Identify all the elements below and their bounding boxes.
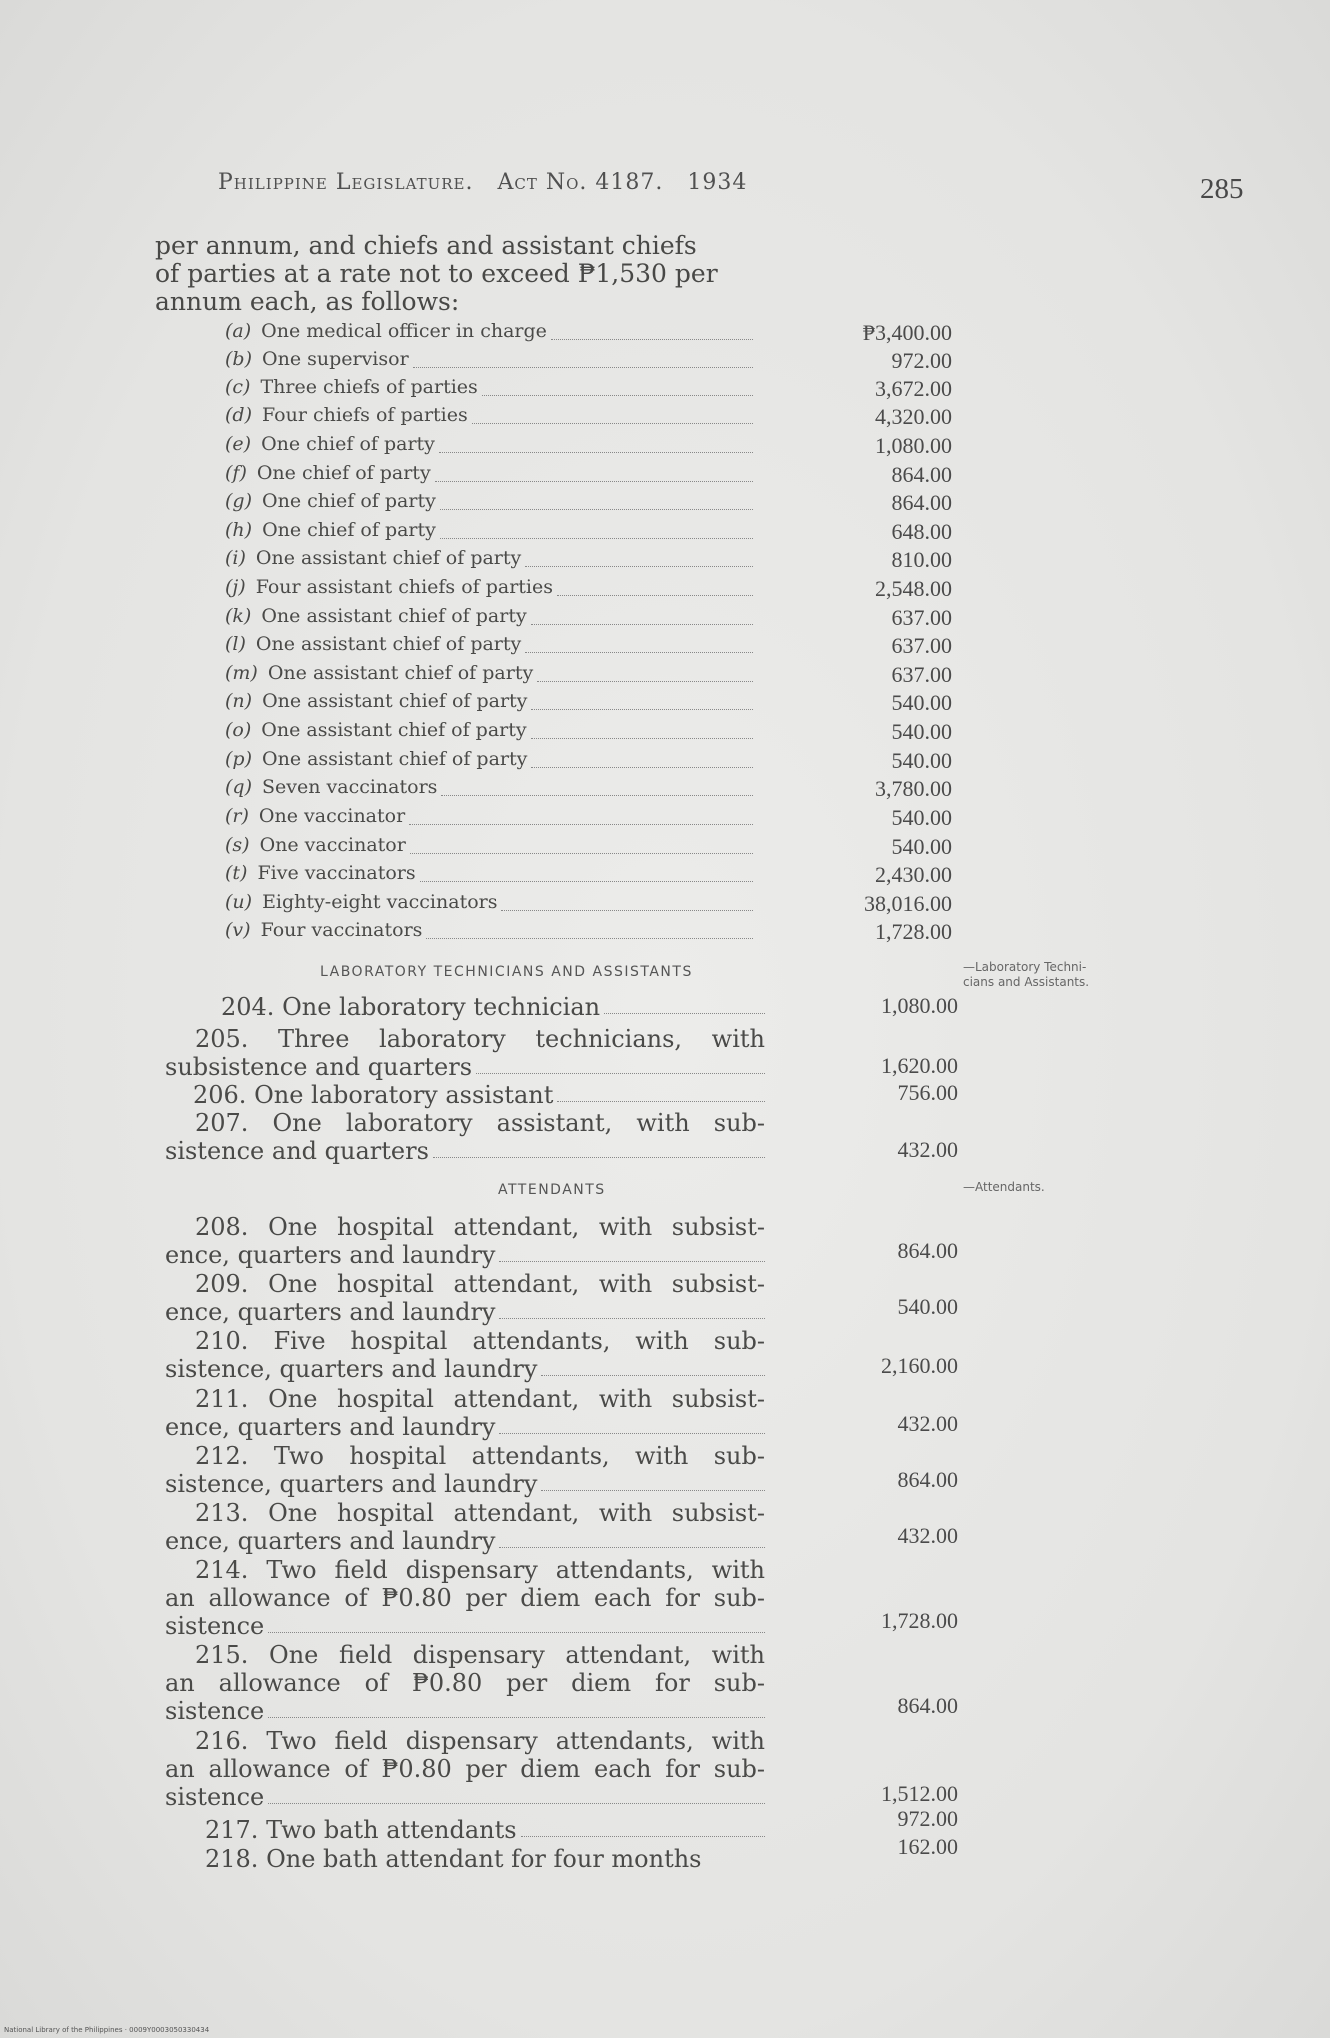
para-text: 217. Two bath attendants [205,1816,517,1844]
dot-leader [433,1157,765,1158]
item-amount: 810.00 [891,547,952,572]
item-text: One assistant chief of party [262,690,528,712]
list-item [225,834,753,860]
para-amount: 864.00 [897,1238,958,1263]
running-header [218,170,747,195]
para-line: 208. One hospital attendant, with subsist- [195,1213,765,1241]
dot-leader [268,1803,765,1804]
dot-leader [541,1490,765,1491]
para-amount: 432.00 [897,1523,958,1548]
running-title: Philippine Legislature. [218,170,474,195]
para-amount: 972.00 [897,1806,958,1831]
dot-leader [420,881,753,882]
list-item [225,462,753,488]
para-amount: 1,728.00 [881,1608,958,1633]
dot-leader [537,681,753,682]
para-amount: 864.00 [897,1467,958,1492]
paragraph-208 [165,1213,765,1269]
para-line [165,1137,765,1165]
item-amount: 637.00 [891,662,952,687]
intro-line-1: per annum, and chiefs and assistant chiefs [155,231,697,260]
para-text: sistence [165,1783,265,1811]
dot-leader [435,481,753,482]
item-label: (c) [225,376,251,398]
marginal-line: —Laboratory Techni- [963,960,1087,974]
item-amount: ₱3,400.00 [862,320,952,345]
item-text: One assistant chief of party [255,547,522,569]
paragraph-216 [165,1727,765,1811]
dot-leader [472,423,753,424]
para-line [165,1783,765,1811]
para-line [165,1470,765,1498]
item-amount: 540.00 [891,748,952,773]
section-heading-attendants: ATTENDANTS [498,1182,606,1198]
item-text: One assistant chief of party [261,719,527,741]
item-amount: 972.00 [891,348,952,373]
dot-leader [525,566,753,567]
item-label: (q) [225,776,252,798]
item-label: (o) [225,719,252,741]
para-line [165,1081,765,1109]
para-text: ence, quarters and laundry [165,1298,496,1326]
paragraph-206 [165,1081,765,1109]
item-label: (a) [225,320,252,342]
item-label: (b) [225,348,252,370]
dot-leader [268,1717,765,1718]
dot-leader [439,452,753,453]
item-label: (j) [225,576,246,598]
dot-leader [531,738,753,739]
item-amount: 648.00 [891,519,952,544]
para-text: sistence [165,1697,265,1725]
para-amount: 756.00 [897,1080,958,1105]
para-text: ence, quarters and laundry [165,1527,496,1555]
item-text: Four vaccinators [260,919,423,941]
item-label: (g) [225,490,252,512]
para-amount: 432.00 [897,1137,958,1162]
item-text: One medical officer in charge [261,320,547,342]
dot-leader [551,339,753,340]
paragraph-211 [165,1385,765,1441]
page-number: 285 [1200,173,1244,205]
item-amount: 864.00 [891,490,952,515]
item-label: (e) [225,433,252,455]
dot-leader [482,395,753,396]
marginal-note-laboratory [963,960,1089,990]
dot-leader [541,1375,765,1376]
item-amount: 540.00 [891,834,952,859]
dot-leader [501,910,753,911]
para-line: 214. Two field dispensary attendants, with [195,1556,765,1584]
para-text: ence, quarters and laundry [165,1413,496,1441]
item-text: One chief of party [256,462,431,484]
dot-leader [499,1433,765,1434]
section-heading-laboratory: LABORATORY TECHNICIANS AND ASSISTANTS [320,964,693,980]
item-amount: 1,080.00 [875,433,952,458]
para-amount: 1,620.00 [881,1053,958,1078]
paragraph-218 [165,1845,765,1873]
paragraph-210 [165,1327,765,1383]
item-amount: 1,728.00 [875,919,952,944]
dot-leader [413,367,753,368]
para-line: 213. One hospital attendant, with subsist- [195,1499,765,1527]
item-text: Eighty-eight vaccinators [262,891,498,913]
list-item [225,748,753,774]
para-text: sistence [165,1612,265,1640]
item-amount: 540.00 [891,719,952,744]
para-text: 218. One bath attendant for four months [205,1845,702,1873]
item-label: (h) [225,519,253,541]
item-label: (f) [225,462,247,484]
para-text: sistence, quarters and laundry [165,1470,538,1498]
para-line: an allowance of ₱0.80 per diem each for sub- [165,1584,765,1612]
list-item [225,862,753,888]
item-text: Seven vaccinators [262,776,438,798]
list-item [225,805,753,831]
item-amount: 2,548.00 [875,576,952,601]
para-text: ence, quarters and laundry [165,1241,496,1269]
intro-line-3: annum each, as follows: [155,287,460,316]
para-text: sistence, quarters and laundry [165,1355,538,1383]
list-item [225,320,753,346]
list-item [225,605,753,631]
scan-footer: National Library of the Philippines · 0009Y0003050330434 [4,2026,210,2034]
para-line: an allowance of ₱0.80 per diem each for sub- [165,1755,765,1783]
para-line [165,993,765,1021]
dot-leader [499,1547,765,1548]
item-amount: 3,672.00 [875,376,952,401]
paragraph-217 [165,1816,765,1844]
dot-leader [531,624,753,625]
item-text: One supervisor [262,348,409,370]
dot-leader [499,1261,765,1262]
para-text: 206. One laboratory assistant [193,1081,554,1109]
item-text: Four assistant chiefs of parties [255,576,554,598]
dot-leader [499,1318,765,1319]
list-item [225,490,753,516]
paragraph-207 [165,1109,765,1165]
para-line: 210. Five hospital attendants, with sub- [195,1327,765,1355]
para-line: 207. One laboratory assistant, with sub- [195,1109,765,1137]
dot-leader [440,509,753,510]
item-text: One chief of party [262,490,436,512]
para-line [165,1241,765,1269]
dot-leader [557,1101,765,1102]
list-item [225,776,753,802]
item-text: One assistant chief of party [262,748,528,770]
dot-leader [604,1013,765,1014]
item-amount: 4,320.00 [875,404,952,429]
para-line [165,1845,765,1873]
para-amount: 540.00 [897,1294,958,1319]
item-label: (s) [225,834,250,856]
para-amount: 1,080.00 [881,993,958,1018]
list-item [225,690,753,716]
para-line [165,1298,765,1326]
para-text: sistence and quarters [165,1137,429,1165]
dot-leader [441,795,753,796]
paragraph-204 [165,993,765,1021]
paragraph-215 [165,1641,765,1725]
dot-leader [410,853,753,854]
paragraph-213 [165,1499,765,1555]
item-label: (v) [225,919,251,941]
para-line: 211. One hospital attendant, with subsist- [195,1385,765,1413]
para-line [165,1413,765,1441]
dot-leader [521,1836,765,1837]
paragraph-209 [165,1270,765,1326]
para-line [165,1697,765,1725]
item-text: One chief of party [262,519,436,541]
dot-leader [525,652,753,653]
para-line [165,1355,765,1383]
dot-leader [531,709,753,710]
para-line [165,1816,765,1844]
dot-leader [476,1073,765,1074]
item-text: Four chiefs of parties [262,404,468,426]
intro-text [155,232,755,316]
para-line [165,1527,765,1555]
dot-leader [426,938,753,939]
year: 1934 [687,170,748,195]
item-text: One assistant chief of party [261,605,527,627]
list-item [225,348,753,374]
item-amount: 540.00 [891,690,952,715]
para-line: 215. One field dispensary attendant, with [195,1641,765,1669]
item-label: (p) [225,748,252,770]
list-item [225,891,753,917]
item-text: One assistant chief of party [267,662,534,684]
act-number: Act No. 4187. [497,170,664,195]
intro-line-2: of parties at a rate not to exceed ₱1,530 per [155,259,718,288]
para-line [165,1053,765,1081]
dot-leader [531,767,753,768]
para-amount: 2,160.00 [881,1353,958,1378]
item-amount: 38,016.00 [864,891,952,916]
para-text: subsistence and quarters [165,1053,473,1081]
list-item [225,719,753,745]
item-amount: 540.00 [891,805,952,830]
dot-leader [440,538,753,539]
item-label: (u) [225,891,253,913]
para-amount: 162.00 [897,1834,958,1859]
item-text: One vaccinator [259,834,406,856]
item-label: (r) [225,805,249,827]
list-item [225,519,753,545]
list-item [225,662,753,688]
para-line: 209. One hospital attendant, with subsist- [195,1270,765,1298]
para-line: 212. Two hospital attendants, with sub- [195,1442,765,1470]
paragraph-205 [165,1025,765,1081]
para-line: 205. Three laboratory technicians, with [195,1025,765,1053]
para-amount: 432.00 [897,1411,958,1436]
item-label: (l) [225,633,246,655]
dot-leader [409,824,753,825]
para-amount: 1,512.00 [881,1781,958,1806]
item-label: (i) [225,547,246,569]
item-amount: 637.00 [891,605,952,630]
item-text: One chief of party [261,433,435,455]
para-line [165,1612,765,1640]
item-text: Five vaccinators [257,862,416,884]
marginal-line: cians and Assistants. [963,975,1090,989]
paragraph-212 [165,1442,765,1498]
para-text: 204. One laboratory technician [221,993,601,1021]
para-line: 216. Two field dispensary attendants, with [195,1727,765,1755]
item-text: Three chiefs of parties [260,376,478,398]
item-amount: 637.00 [891,633,952,658]
list-item [225,404,753,430]
para-line: an allowance of ₱0.80 per diem for sub- [165,1669,765,1697]
list-item [225,547,753,573]
marginal-note-attendants: —Attendants. [963,1180,1045,1194]
item-label: (n) [225,690,253,712]
item-label: (d) [225,404,252,426]
list-item [225,919,753,945]
item-label: (t) [225,862,248,884]
item-amount: 3,780.00 [875,776,952,801]
list-item [225,376,753,402]
item-amount: 2,430.00 [875,862,952,887]
item-amount: 864.00 [891,462,952,487]
list-item [225,633,753,659]
para-amount: 864.00 [897,1693,958,1718]
dot-leader [557,595,753,596]
list-item [225,433,753,459]
item-text: One vaccinator [258,805,406,827]
item-label: (m) [225,662,258,684]
list-item [225,576,753,602]
dot-leader [268,1632,765,1633]
item-text: One assistant chief of party [255,633,522,655]
item-label: (k) [225,605,252,627]
paragraph-214 [165,1556,765,1640]
